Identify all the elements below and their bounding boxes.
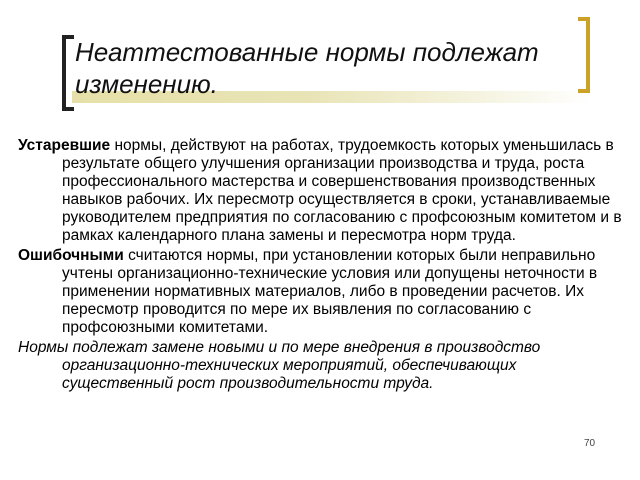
paragraph-text: Нормы подлежат замене новыми и по мере внедрения в производство организационно-технических мероприятий, обеспечивающих существенный рост производительности труда. xyxy=(18,339,541,392)
slide-body xyxy=(18,137,622,395)
slide-number: 70 xyxy=(584,438,596,449)
paragraph-text: нормы, действуют на работах, трудоемкость которых уменьшилась в результате общего улучшения организации производства и труда, роста профессионального мастерства и совершенствования производственных навыков рабочих. Их пересмотр осуществляется в сроки, устанавливаемые руководителем предприятия по согласованию с профсоюзным комитетом и в рамках календарного плана замены и пересмотра норм труда. xyxy=(62,137,622,244)
paragraph-lead-term: Ошибочными xyxy=(18,247,124,264)
paragraph-replacement-norms xyxy=(18,339,622,393)
paragraph-erroneous-norms xyxy=(18,247,622,337)
slide-title: Неаттестованные нормы подлежат изменению. xyxy=(75,37,539,99)
paragraph-text: считаются нормы, при установлении которых были неправильно учтены организационно-технические условия или допущены неточности в применении нормативных материалов, либо в проведении расчетов. Их пересмотр проводится по мере их выявления по согласованию с профсоюзными комитетами. xyxy=(62,247,598,336)
paragraph-lead-term: Устаревшие xyxy=(18,137,111,154)
paragraph-outdated-norms xyxy=(18,137,622,245)
